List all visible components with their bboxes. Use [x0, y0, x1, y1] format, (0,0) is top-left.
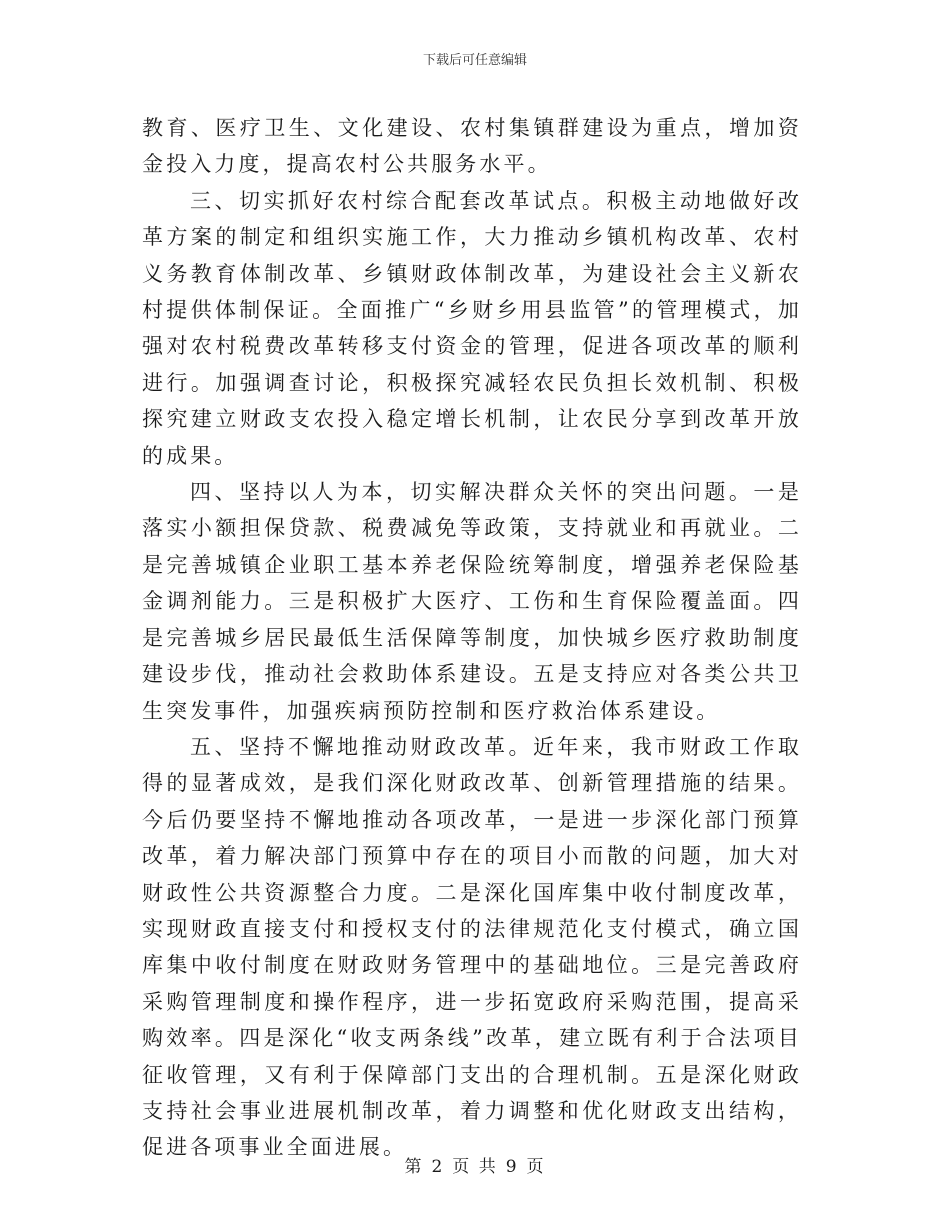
page-header — [0, 52, 950, 70]
footer-current-page: 2 — [431, 1157, 445, 1177]
document-body — [142, 110, 802, 1166]
paragraph-section-4: 四、坚持以人为本，切实解决群众关怀的突出问题。一是落实小额担保贷款、税费减免等政策，支持就业和再就业。二是完善城镇企业职工基本养老保险统筹制度，增强养老保险基金调剂能力。三是积极扩大医疗、工伤和生育保险覆盖面。四是完善城乡居民最低生活保障等制度，加快城乡医疗救助制度建设步伐，推动社会救助体系建设。五是支持应对各类公共卫生突发事件，加强疾病预防控制和医疗救治体系建设。 — [142, 480, 802, 723]
paragraph-continuation: 教育、医疗卫生、文化建设、农村集镇群建设为重点，增加资金投入力度，提高农村公共服务水平。 — [142, 116, 802, 177]
paragraph-section-3: 三、切实抓好农村综合配套改革试点。积极主动地做好改革方案的制定和组织实施工作，大力推动乡镇机构改革、农村义务教育体制改革、乡镇财政体制改革，为建设社会主义新农村提供体制保证。全面推广“乡财乡用县监管”的管理模式，加强对农村税费改革转移支付资金的管理，促进各项改革的顺利进行。加强调查讨论，积极探究减轻农民负担长效机制、积极探究建立财政支农投入稳定增长机制，让农民分享到改革开放的成果。 — [142, 188, 802, 468]
footer-total-pages: 9 — [505, 1157, 519, 1177]
paragraph-section-5: 五、坚持不懈地推动财政改革。近年来，我市财政工作取得的显著成效，是我们深化财政改革、创新管理措施的结果。今后仍要坚持不懈地推动各项改革，一是进一步深化部门预算改革，着力解决部门预算中存在的项目小而散的问题，加大对财政性公共资源整合力度。二是深化国库集中收付制度改革，实现财政直接支付和授权支付的法律规范化支付模式，确立国库集中收付制度在财政财务管理中的基础地位。三是完善政府采购管理制度和操作程序，进一步拓宽政府采购范围，提高采购效率。四是深化“收支两条线”改革，建立既有利于合法项目征收管理，又有利于保障部门支出的合理机制。五是深化财政支持社会事业进展机制改革，着力调整和优化财政支出结构，促进各项事业全面进展。 — [142, 734, 802, 1160]
footer-middle: 页 共 — [452, 1157, 498, 1177]
footer-suffix: 页 — [526, 1157, 546, 1177]
page-footer — [0, 1156, 950, 1178]
footer-prefix: 第 — [404, 1157, 424, 1177]
header-text: 下载后可任意编辑 — [422, 53, 527, 68]
